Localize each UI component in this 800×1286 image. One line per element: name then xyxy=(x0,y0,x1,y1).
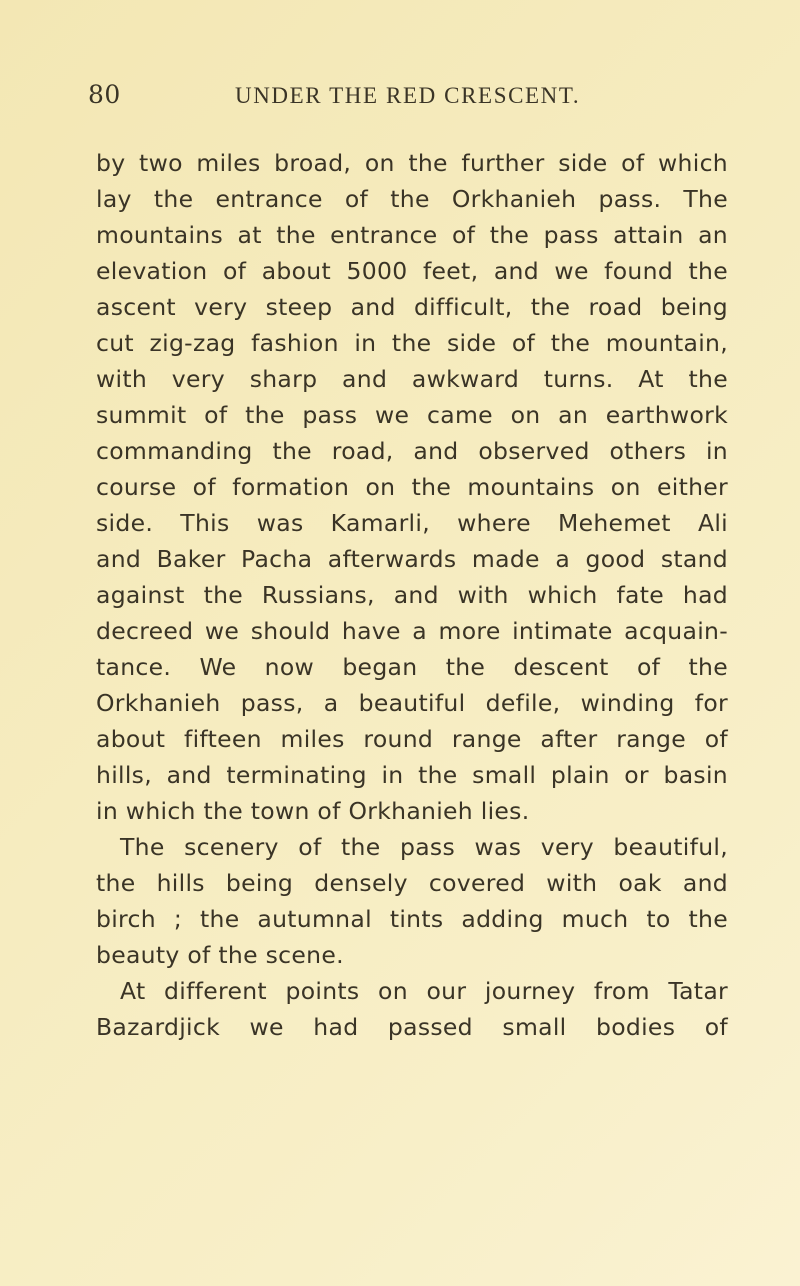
text-line: ascent very steep and difficult, the road being xyxy=(96,293,728,321)
text-line: cut zig-zag fashion in the side of the mountain, xyxy=(96,329,728,357)
text-line: against the Russians, and with which fate had xyxy=(96,581,728,609)
running-head: UNDER THE RED CRESCENT. xyxy=(235,83,581,108)
text-line: Orkhanieh pass, a beautiful defile, winding for xyxy=(96,689,728,717)
text-line: Bazardjick we had passed small bodies of xyxy=(96,1013,728,1041)
text-line: mountains at the entrance of the pass attain an xyxy=(96,221,728,249)
text-line: lay the entrance of the Orkhanieh pass. The xyxy=(96,185,728,213)
text-line: commanding the road, and observed others in xyxy=(96,437,728,465)
text-line: by two miles broad, on the further side of which xyxy=(96,149,728,177)
text-line: tance. We now began the descent of the xyxy=(96,653,728,681)
text-line: in which the town of Orkhanieh lies. xyxy=(96,797,530,825)
text-line: At different points on our journey from Tatar xyxy=(120,977,728,1005)
text-line: side. This was Kamarli, where Mehemet Ali xyxy=(96,509,728,537)
text-line: course of formation on the mountains on either xyxy=(96,473,728,501)
page-header xyxy=(88,80,728,120)
text-line: elevation of about 5000 feet, and we found the xyxy=(96,257,728,285)
text-line: decreed we should have a more intimate acquain- xyxy=(96,617,728,645)
text-line: with very sharp and awkward turns. At the xyxy=(96,365,728,393)
text-line: the hills being densely covered with oak and xyxy=(96,869,728,897)
text-line: The scenery of the pass was very beautiful, xyxy=(120,833,728,861)
body-text xyxy=(96,145,728,1045)
text-line: hills, and terminating in the small plain or basin xyxy=(96,761,728,789)
text-line: birch ; the autumnal tints adding much to the xyxy=(96,905,728,933)
text-line: summit of the pass we came on an earthwork xyxy=(96,401,728,429)
text-line: and Baker Pacha afterwards made a good stand xyxy=(96,545,728,573)
text-line: beauty of the scene. xyxy=(96,941,344,969)
page-number: 80 xyxy=(88,80,121,109)
text-line: about fifteen miles round range after range of xyxy=(96,725,728,753)
